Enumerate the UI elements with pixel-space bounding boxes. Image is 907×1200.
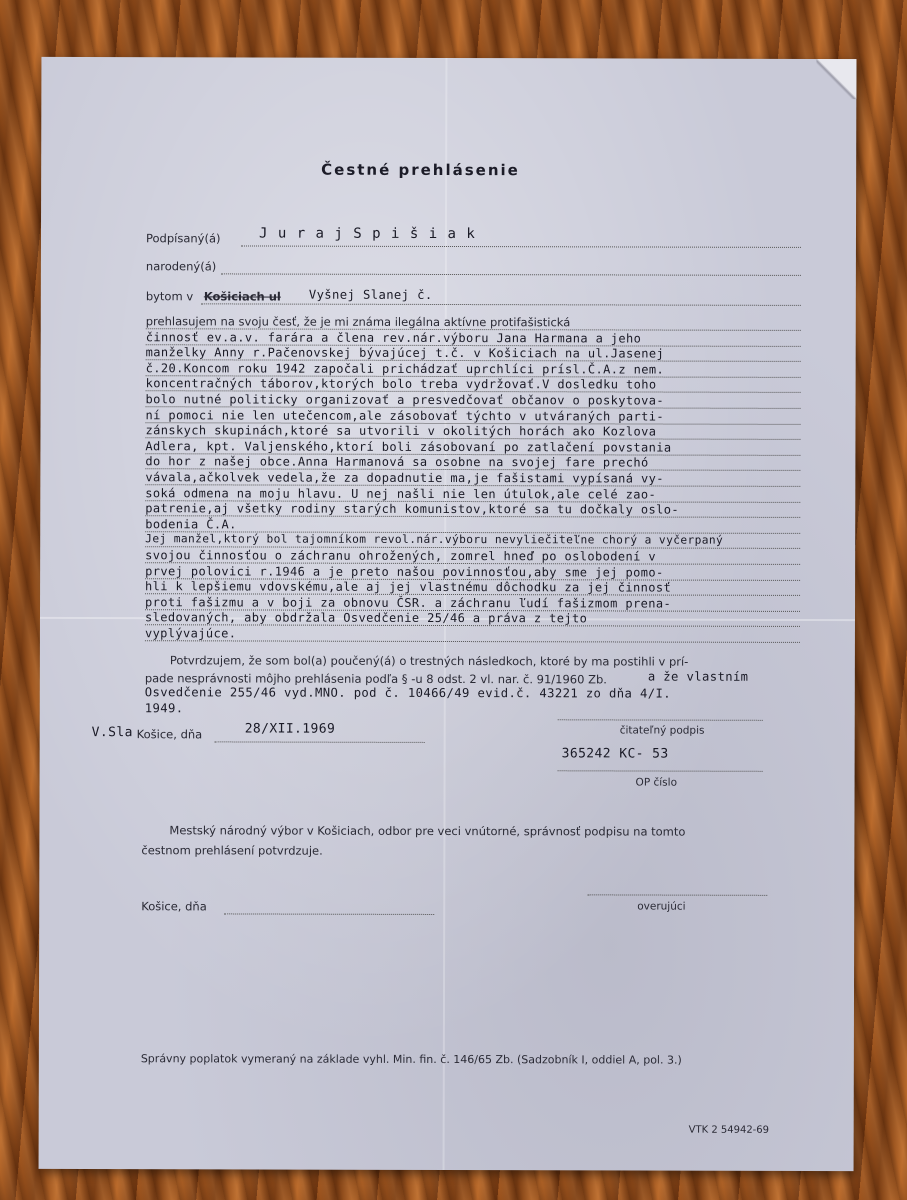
bytom-value: Vyšnej Slanej č.: [308, 287, 433, 302]
kosice-dna: Košice, dňa: [141, 899, 207, 914]
date-typed: 28/XII.1969: [244, 721, 336, 737]
body-line: prvej polovici r.1946 a je preto našou povinnosťou,aby sme jej pomo-: [145, 563, 664, 580]
form-code: VTK 2 54942-69: [688, 1124, 770, 1136]
dotted-line: [201, 303, 801, 306]
confirm-typed-a: a že vlastním: [647, 669, 749, 684]
dotted-line: [215, 741, 425, 743]
place-typed: V.Sla: [91, 725, 133, 741]
body-line: Jej manžel,ktorý bol tajomníkom revol.nár.výboru nevyliečiteľne chorý a vyčerpaný: [145, 532, 724, 548]
body-line: do hor z našej obce.Anna Harmanová sa osobne na svojej fare prechó: [145, 454, 649, 470]
body-line: prehlasujem na svoju česť, že je mi známa ilegálna aktívne protifašistická: [145, 314, 571, 330]
dotted-line: [145, 625, 800, 628]
body-line: koncentračných táborov,ktorých bolo treba vydržovať.V dosledku toho: [145, 376, 657, 392]
body-line: bolo nutné politicky organizovať a presvedčovať občanov o poskytova-: [145, 392, 665, 408]
bytom-label: bytom v: [145, 289, 194, 304]
confirm-typed-c: 1949.: [144, 701, 184, 716]
overujuci-label: overujúci: [637, 900, 686, 913]
body-line: činnosť ev.a.v. farára a člena rev.nár.výboru Jana Harmana a jeho: [145, 329, 642, 346]
body-line: Adlera, kpt. Valjenského,ktorí boli zásobovaní po zatlačení povstania: [145, 439, 672, 455]
body-line: ní pomoci nie len utečencom,ale zásobovať týchto v utváraných parti-: [145, 407, 665, 424]
narodeny-label: narodený(á): [145, 259, 217, 274]
folded-corner: [816, 59, 856, 99]
signature-line: [587, 894, 767, 895]
bytom-struck: Košiciach ul: [203, 289, 281, 304]
confirm-text-2: pade nesprávnosti môjho prehlásenia podľa § -u 8 odst. 2 vl. nar. č. 91/1960 Zb.: [144, 671, 607, 687]
mnv-text-2: čestnom prehlásení potvrdzuje.: [141, 843, 323, 858]
body-line: proti fašizmu a v boji za obnovu ČSR. a záchranu ľudí fašizmom prena-: [145, 595, 672, 611]
dotted-line: [145, 640, 800, 643]
op-label: OP číslo: [635, 776, 678, 789]
op-number: 365242 KC- 53: [561, 746, 669, 762]
body-line: bodenia Č.A.: [145, 517, 237, 532]
document-title: Čestné prehlásenie: [321, 160, 520, 180]
body-line: č.20.Koncom roku 1942 započali prichádzať uprchlíci prísl.Č.A.z nem.: [145, 361, 665, 377]
podpisany-value: J u r a j S p i š i a k: [258, 225, 476, 243]
body-line: manželky Anny r.Pačenovskej bývajúcej t.č. v Košiciach na ul.Jasenej: [145, 345, 665, 361]
dotted-line: [558, 770, 763, 772]
dotted-line: [221, 273, 801, 276]
body-line: vávala,ačkolvek vedela,že za dopadnutie ma,je fašistami vypísaná vy-: [145, 470, 664, 486]
dotted-line: [241, 245, 801, 247]
dotted-line: [145, 515, 800, 518]
document-sheet: [39, 57, 857, 1171]
body-line: patrenie,aj všetky rodiny starých komunistov,ktoré sa tu dočkaly oslo-: [145, 501, 680, 517]
confirm-text-1: Potvrdzujem, že som bol(a) poučený(á) o trestných následkoch, ktoré by ma postihli v prí-: [169, 653, 689, 669]
poplatok-note: Správny poplatok vymeraný na základe vyhl. Min. fin. č. 146/65 Zb. (Sadzobník I, oddiel A, pol. 3.): [140, 1052, 682, 1067]
body-line: sledovaných, aby obdržala Osvedčenie 25/46 a práva z tejto: [144, 610, 588, 626]
signature-label: čitateľný podpis: [619, 724, 705, 737]
body-line: hli k lepšiemu vdovskému,ale aj jej vlastnému dôchodku za jej činnosť: [145, 579, 672, 595]
body-line: vyplývajúce.: [144, 626, 237, 641]
place-printed: Košice, dňa: [136, 727, 203, 742]
mnv-text-1: Mestský národný výbor v Košiciach, odbor pre veci vnútorné, správnosť podpisu na tomto: [169, 823, 686, 839]
dotted-line: [224, 913, 434, 915]
confirm-typed-b: Osvedčenie 255/46 vyd.MNO. pod č. 10466/49 evid.č. 43221 zo dňa 4/I.: [144, 685, 671, 701]
podpisany-label: Podpísaný(á): [145, 231, 221, 246]
body-line: svojou činnosťou o záchranu ohrožených, zomrel hneď po oslobodení v: [145, 548, 657, 564]
body-line: zánskych skupinách,ktoré sa utvorili v okolitých horách ako Kozlova: [145, 423, 657, 439]
body-line: soká odmena na moju hlavu. U nej našli nie len útulok,ale celé zao-: [145, 485, 657, 502]
signature-line: [558, 719, 763, 721]
